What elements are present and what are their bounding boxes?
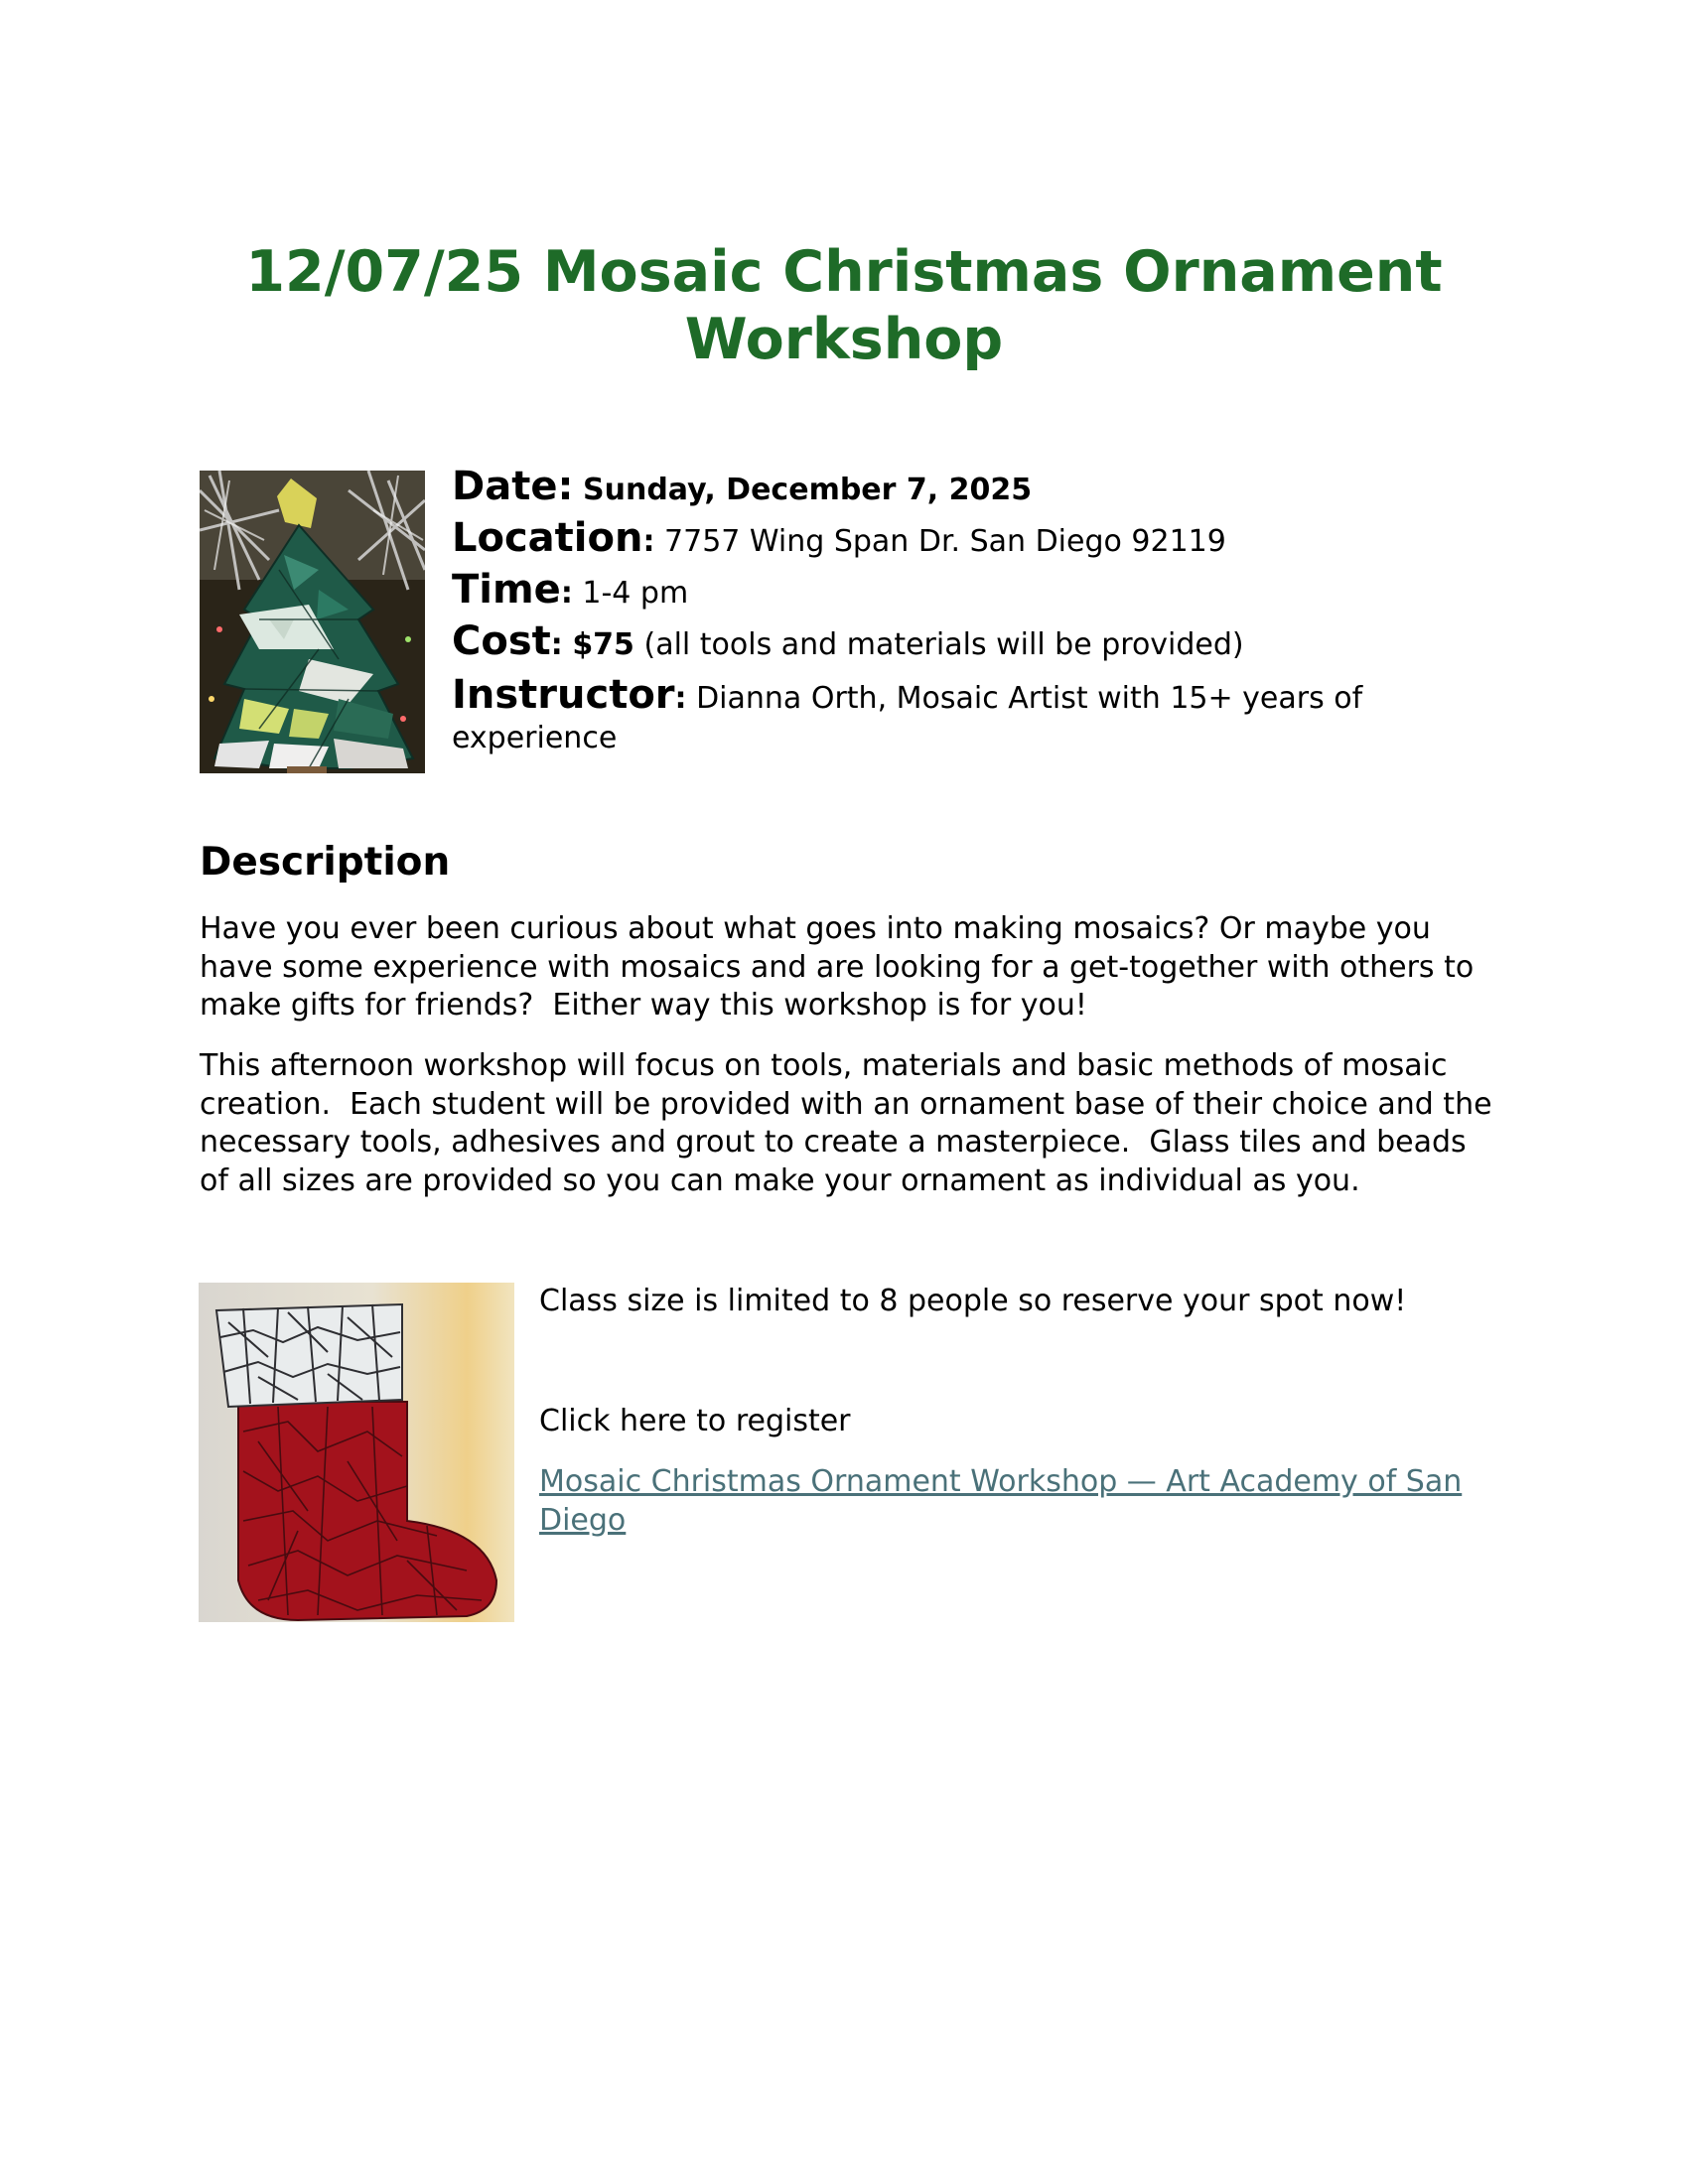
time-row	[452, 566, 1504, 617]
click-here-to-register-text: Click here to register	[539, 1404, 851, 1438]
cost-note: (all tools and materials will be provided)	[643, 627, 1244, 662]
location-value: 7757 Wing Span Dr. San Diego 92119	[664, 524, 1226, 559]
instructor-value: Dianna Orth, Mosaic Artist with 15+ years of experience	[452, 681, 1363, 755]
instructor-row	[452, 669, 1445, 758]
location-row	[452, 514, 1504, 566]
time-value: 1-4 pm	[582, 576, 689, 611]
time-label: Time	[452, 567, 561, 613]
christmas-stocking-image	[199, 1283, 514, 1622]
cost-colon: :	[550, 627, 563, 662]
date-label: Date:	[452, 464, 574, 509]
description-heading: Description	[200, 840, 451, 885]
description-paragraph-1: Have you ever been curious about what goes into making mosaics? Or maybe you have some experience with mosaics and are looking for a get-together with others to make gifts for friends? Either way this workshop is for you!	[200, 911, 1483, 1023]
date-value: Sunday, December 7, 2025	[583, 473, 1033, 507]
location-label: Location	[452, 515, 643, 561]
date-row	[452, 463, 1504, 514]
page-title: 12/07/25 Mosaic Christmas Ornament Workshop	[245, 239, 1443, 372]
registration-link[interactable]: Mosaic Christmas Ornament Workshop — Art Academy of San Diego	[539, 1464, 1463, 1538]
time-colon: :	[560, 576, 573, 611]
cost-label: Cost	[452, 618, 551, 664]
cost-price: $75	[572, 627, 634, 662]
instructor-colon: :	[674, 681, 687, 716]
location-colon: :	[642, 524, 655, 559]
instructor-label: Instructor	[452, 672, 675, 718]
christmas-tree-ornament-image	[200, 471, 425, 773]
description-paragraph-2: This afternoon workshop will focus on tools, materials and basic methods of mosaic creation. Each student will be provided with an ornament base of their choice and the necessary tools, adhesives and grout to create a masterpiece. Glass tiles and beads of all sizes are provided so you can make your ornament as individual as you.	[200, 1048, 1502, 1198]
event-details	[452, 463, 1504, 758]
cost-row	[452, 617, 1504, 669]
class-size-note: Class size is limited to 8 people so reserve your spot now!	[539, 1284, 1407, 1318]
